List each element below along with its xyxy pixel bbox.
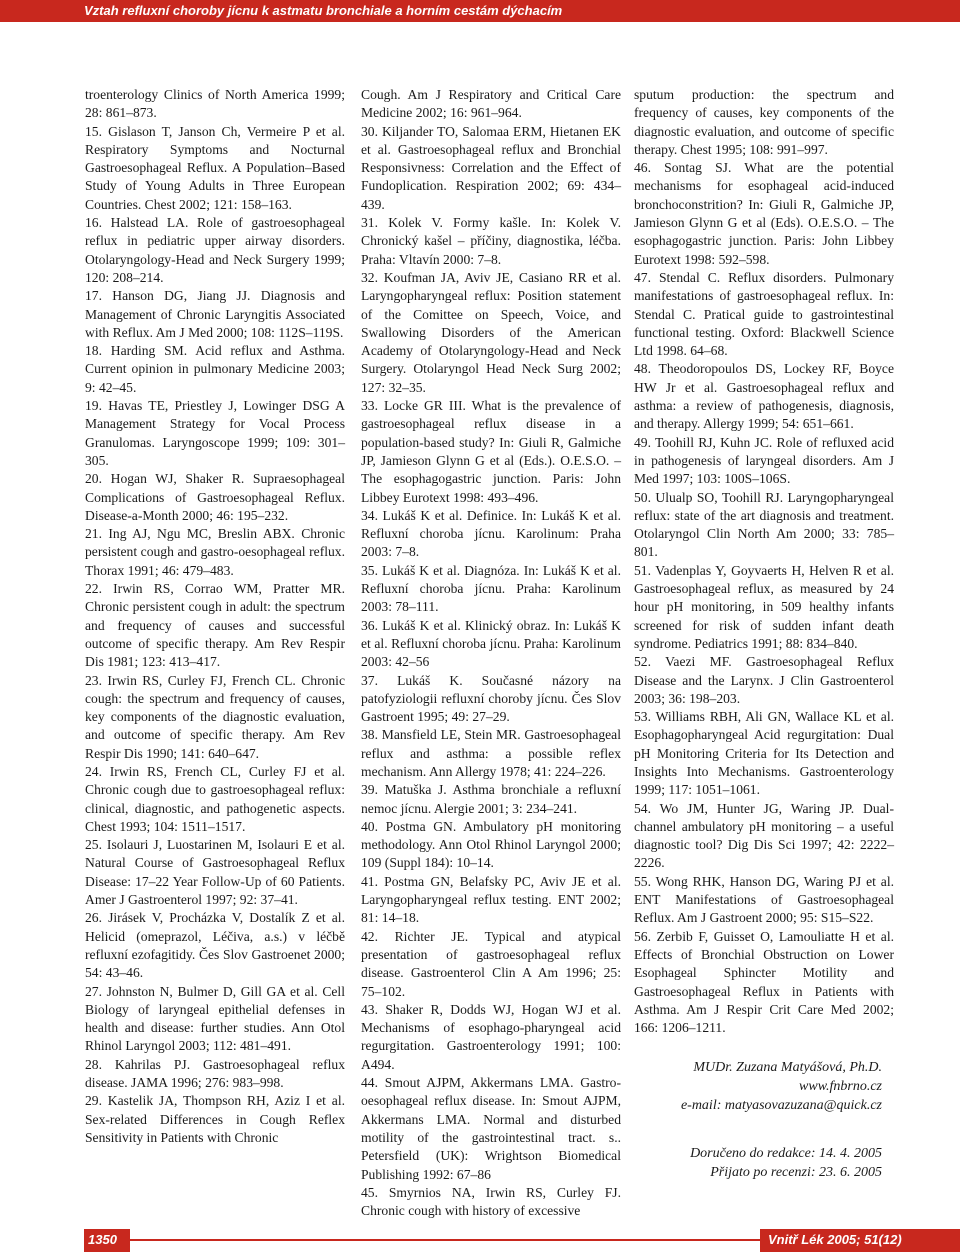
reference-item: 49. Toohill RJ, Kuhn JC. Role of refluxed acid in pathogenesis of laryngeal disorders. Am J Med 1997; 103: 100S–106S.: [634, 434, 894, 487]
accepted-date: Přijato po recenzi: 23. 6. 2005: [710, 1165, 882, 1180]
reference-item: 50. Ulualp SO, Toohill RJ. Laryngopharyngeal reflux: state of the art diagnosis and treatment. Otolaryngol Clin North Am 2000; 33: 785–801.: [634, 489, 894, 560]
reference-item: 42. Richter JE. Typical and atypical presentation of gastroesophageal reflux disease. Gastroenterol Clin A Am 1996; 25: 75–102.: [361, 928, 621, 999]
reference-item: 32. Koufman JA, Aviv JE, Casiano RR et al. Laryngopharyngeal reflux: Position statement of the Comittee on Speech, Voice, and Swallowing Disorders of the American Academy of Otolaryngology-Head and Neck Surgery. Otolaryngol Head Neck Surg 2002; 127: 32–35.: [361, 269, 621, 395]
submission-dates: [634, 1144, 882, 1182]
reference-item: 22. Irwin RS, Corrao WM, Pratter MR. Chronic persistent cough in adult: the spectrum and frequency of causes and successful outcome of specific therapy. Am Rev Respir Dis 1981; 123: 413–417.: [85, 581, 345, 670]
reference-item: 24. Irwin RS, French CL, Curley FJ et al. Chronic cough due to gastroesophageal reflux: clinical, diagnostic, and pathogenetic aspects. Chest 1993; 104: 1511–1517.: [85, 763, 345, 834]
reference-item: 43. Shaker R, Dodds WJ, Hogan WJ et al. Mechanisms of esophago-pharyngeal acid regurgitation. Gastroenterology 1991; 100: A494.: [361, 1001, 621, 1072]
reference-item: 33. Locke GR III. What is the prevalence of gastroesophageal reflux disease in a population-based study? In: Giuli R, Galmiche JP, Jamieson Glynn G et al (Eds.). O.E.S.O. – The esophagogastric junction. Paris: John Libbey Eurotext 1998: 493–496.: [361, 398, 621, 505]
reference-item: 26. Jirásek V, Procházka V, Dostalík Z et al. Helicid (omeprazol, Léčiva, a.s.) v léčbě refluxní ezofagitidy. Čes Slov Gastroenet 2000; 54: 43–46.: [85, 910, 345, 981]
page-number: 1350: [88, 1232, 117, 1247]
received-date: Doručeno do redakce: 14. 4. 2005: [690, 1146, 882, 1161]
reference-item: Cough. Am J Respiratory and Critical Care Medicine 2002; 16: 961–964.: [361, 87, 621, 121]
reference-item: 39. Matuška J. Asthma bronchiale a refluxní nemoc jícnu. Alergie 2001; 3: 234–241.: [361, 782, 621, 816]
reference-item: 16. Halstead LA. Role of gastroesophageal reflux in pediatric upper airway disorders. Otolaryngology-Head and Neck Surgery 1999; 120: 208–214.: [85, 215, 345, 285]
reference-item: 56. Zerbib F, Guisset O, Lamouliatte H et al. Effects of Bronchial Obstruction on Lower Esophageal Sphincter Motility and Gastroesophageal Reflux in Patients with Asthma. Am J Respir Crit Care Med 2002; 166: 1206–1211.: [634, 928, 894, 1036]
reference-item: 19. Havas TE, Priestley J, Lowinger DSG A Management Strategy for Vocal Process Granulomas. Laryngoscope 1999; 109: 301–305.: [85, 398, 345, 468]
reference-item: 15. Gislason T, Janson Ch, Vermeire P et al. Respiratory Symptoms and Nocturnal Gastroesophageal Reflux. A Population–Based Study of Young Adults in Three European Countries. Chest 2002; 121: 158–163.: [85, 123, 345, 212]
references-column-3: [634, 86, 894, 1037]
reference-item: 44. Smout AJPM, Akkermans LMA. Gastro-oesophageal reflux disease. In: Smout AJPM, Akkermans LMA. Normal and disturbed motility of the gastrointestinal tract. s.. Petersfield (UK): Wrightson Biomedical Publishing 1992: 67–86: [361, 1075, 621, 1182]
reference-item: 21. Ing AJ, Ngu MC, Breslin ABX. Chronic persistent cough and gastro-oesophageal reflux. Thorax 1991; 46: 479–483.: [85, 526, 345, 578]
reference-item: 31. Kolek V. Formy kašle. In: Kolek V. Chronický kašel – příčiny, diagnostika, léčba. Praha: Vltavín 2000: 7–8.: [361, 215, 621, 267]
author-email: e-mail: matyasovazuzana@quick.cz: [680, 1098, 882, 1113]
reference-item: 45. Smyrnios NA, Irwin RS, Curley FJ. Chronic cough with history of excessive: [361, 1184, 621, 1219]
running-header-title: Vztah refluxní choroby jícnu k astmatu bronchiale a horním cestám dýchacím: [84, 3, 563, 18]
author-signature: [634, 1058, 882, 1115]
reference-item: 29. Kastelik JA, Thompson RH, Aziz I et al. Sex-related Differences in Cough Reflex Sensitivity in Patients with Chronic: [85, 1093, 345, 1145]
reference-item: 38. Mansfield LE, Stein MR. Gastroesophageal reflux and asthma: a possible reflex mechanism. Ann Allergy 1978; 41: 224–226.: [361, 727, 621, 779]
reference-item: 35. Lukáš K et al. Diagnóza. In: Lukáš K et al. Refluxní choroba jícnu. Praha: Karolinum 2003: 78–111.: [361, 562, 621, 615]
reference-item: 55. Wong RHK, Hanson DG, Waring PJ et al. ENT Manifestations of Gastroesophageal Reflux. Am J Gastroent 2000; 95: S15–S22.: [634, 873, 894, 926]
reference-item: 53. Williams RBH, Ali GN, Wallace KL et al. Esophagopharyngeal Acid regurgitation: Dual pH Monitoring Criteria for Its Detection and Insights Into Mechanisms. Gastroenterology 1999; 117: 1051–1061.: [634, 709, 894, 798]
reference-item: 52. Vaezi MF. Gastroesophageal Reflux Disease and the Larynx. J Clin Gastroenterol 2003; 36: 198–203.: [634, 654, 894, 706]
reference-item: 41. Postma GN, Belafsky PC, Aviv JE et al. Laryngopharyngeal reflux testing. ENT 2002; 81: 14–18.: [361, 873, 621, 926]
reference-item: 40. Postma GN. Ambulatory pH monitoring methodology. Ann Otol Rhinol Laryngol 2000; 109 (Suppl 184): 10–14.: [361, 818, 621, 871]
reference-item: 23. Irwin RS, Curley FJ, French CL. Chronic cough: the spectrum and frequency of causes, key components of the diagnostic evaluation, and outcome of specific therapy. Am Rev Respir Dis 1990; 141: 640–647.: [85, 672, 345, 761]
reference-item: 48. Theodoropoulos DS, Lockey RF, Boyce HW Jr et al. Gastroesophageal reflux and asthma: a review of pathogenesis, diagnosis, and therapy. Allergy 1999; 54: 651–661.: [634, 361, 894, 432]
reference-item: 46. Sontag SJ. What are the potential mechanisms for esophageal acid-induced bronchoconstrition? In: Giuli R, Galmiche JP, Jamieson Glynn G et al (Eds). O.E.S.O. – The esophagogastric junction. Paris: John Libbey Eurotext 1998: 592–598.: [634, 160, 894, 267]
reference-item: 17. Hanson DG, Jiang JJ. Diagnosis and Management of Chronic Laryngitis Associated with Reflux. Am J Med 2000; 108: 112S–119S.: [85, 288, 345, 340]
reference-item: 25. Isolauri J, Luostarinen M, Isolauri E et al. Natural Course of Gastroesophageal Reflux Disease: 17–22 Year Follow-Up of 60 Patients. Amer J Gastroenterol 1997; 92: 37–41.: [85, 837, 345, 908]
reference-item: 20. Hogan WJ, Shaker R. Supraesophageal Complications of Gastroesophageal Reflux. Disease-a-Month 2000; 46: 195–232.: [85, 471, 345, 523]
reference-item: 34. Lukáš K et al. Definice. In: Lukáš K et al. Refluxní choroba jícnu. Karolinum: Praha 2003: 7–8.: [361, 507, 621, 560]
author-name: MUDr. Zuzana Matyášová, Ph.D.: [693, 1060, 882, 1075]
author-website: www.fnbrno.cz: [799, 1079, 882, 1094]
journal-reference: Vnitř Lék 2005; 51(12): [768, 1232, 902, 1247]
reference-item: 27. Johnston N, Bulmer D, Gill GA et al. Cell Biology of laryngeal epithelial defenses in health and disease: further studies. Ann Otol Rhinol Laryngol 2003; 112: 481–491.: [85, 983, 345, 1054]
reference-item: 37. Lukáš K. Současné názory na patofyziologii refluxní choroby jícnu. Čes Slov Gastroent 1995; 49: 27–29.: [361, 672, 621, 725]
reference-item: 18. Harding SM. Acid reflux and Asthma. Current opinion in pulmonary Medicine 2003; 9: 42–45.: [85, 343, 345, 395]
reference-item: 28. Kahrilas PJ. Gastroesophageal reflux disease. JAMA 1996; 276: 983–998.: [85, 1056, 345, 1091]
reference-item: 54. Wo JM, Hunter JG, Waring JP. Dual-channel ambulatory pH monitoring – a useful diagnostic tool? Dig Dis Sci 1997; 42: 2222–2226.: [634, 800, 894, 871]
reference-item: sputum production: the spectrum and frequency of causes, key components of the diagnostic evaluation, and outcome of specific therapy. Chest 1995; 108: 991–997.: [634, 87, 894, 157]
references-column-2: [361, 86, 621, 1220]
reference-item: 30. Kiljander TO, Salomaa ERM, Hietanen EK et al. Gastroesophageal reflux and Bronchial Responsivness: Correlation and the Effect of Fundoplication. Respiration 2002; 69: 434–439.: [361, 123, 621, 212]
reference-item: troenterology Clinics of North America 1999; 28: 861–873.: [85, 87, 345, 121]
reference-item: 51. Vadenplas Y, Goyvaerts H, Helven R et al. Gastroesophageal reflux, as measured by 24 hour pH monitoring, in 509 healthy infants screened for risk of sudden infant death syndrome. Pediatrics 1991; 88: 834–840.: [634, 562, 894, 651]
reference-item: 47. Stendal C. Reflux disorders. Pulmonary manifestations of gastroesophageal reflux. In: Stendal C. Pratical guide to gastrointestinal functional testing. Oxford: Blackwell Science Ltd 1998. 64–68.: [634, 269, 894, 359]
reference-item: 36. Lukáš K et al. Klinický obraz. In: Lukáš K et al. Refluxní choroba jícnu. Praha: Karolinum 2003: 42–56: [361, 617, 621, 670]
references-column-1: [85, 86, 345, 1147]
